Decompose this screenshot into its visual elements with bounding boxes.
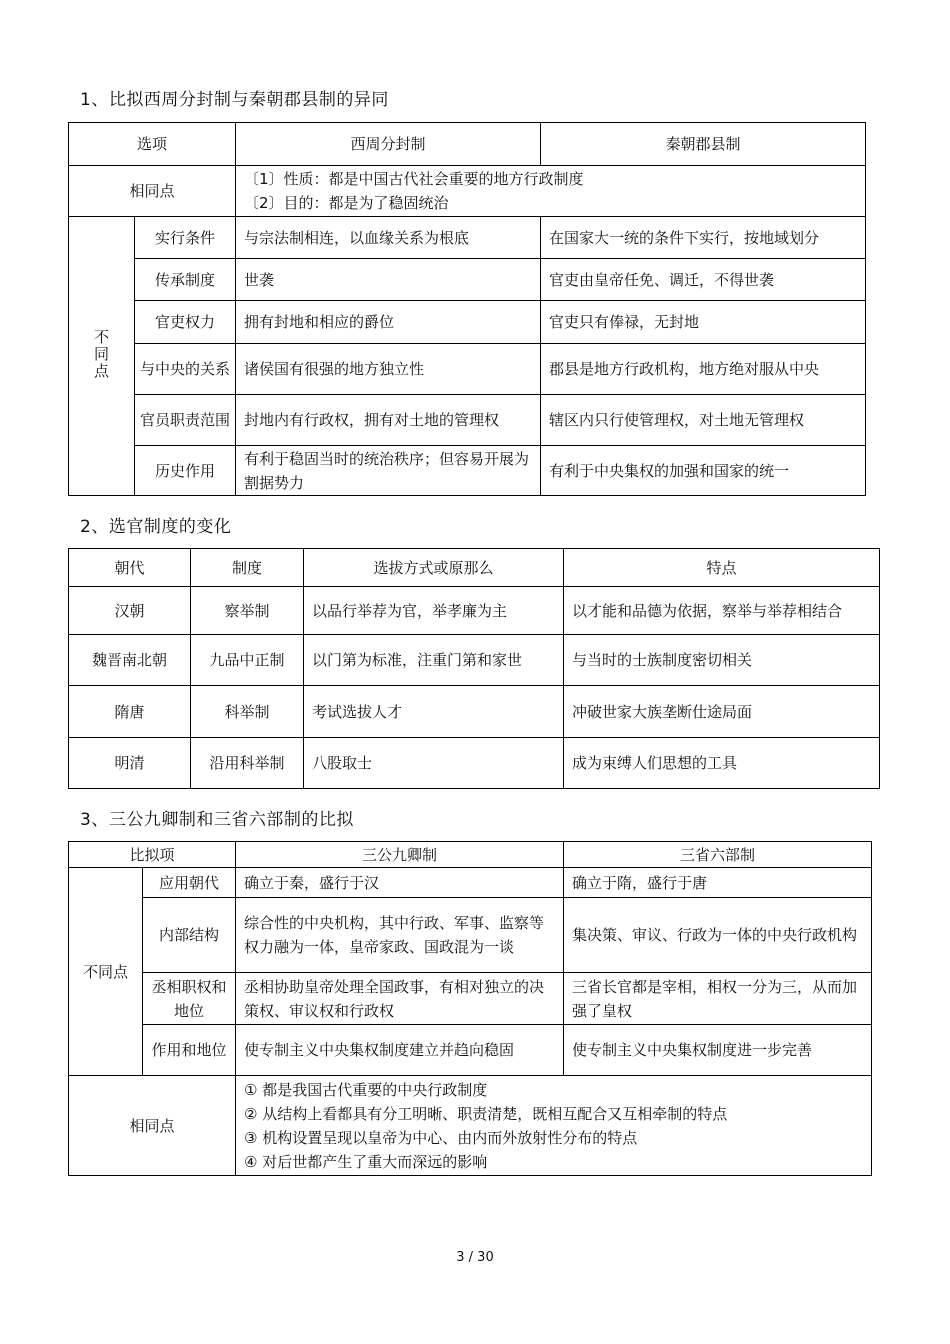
table-row	[69, 738, 880, 789]
feature-cell: 成为束缚人们思想的工具	[564, 738, 880, 789]
item-cell: 官员职责范围	[135, 395, 236, 446]
item-cell: 内部结构	[143, 898, 236, 973]
table-row	[69, 868, 872, 898]
same-points-content	[236, 1076, 872, 1176]
header-cell: 制度	[191, 549, 304, 587]
dynasty-cell: 汉朝	[69, 587, 191, 635]
junxian-cell: 辖区内只行使管理权，对土地无管理权	[541, 395, 866, 446]
table-header-row	[69, 842, 872, 868]
table-row	[69, 973, 872, 1025]
method-cell: 以品行举荐为官，举孝廉为主	[304, 587, 564, 635]
table-row	[69, 395, 866, 446]
sangong-cell: 确立于秦，盛行于汉	[236, 868, 564, 898]
method-cell: 以门第为标准，注重门第和家世	[304, 635, 564, 686]
sangong-cell: 丞相协助皇帝处理全国政事，有相对独立的决策权、审议权和行政权	[236, 973, 564, 1025]
system-cell: 九品中正制	[191, 635, 304, 686]
junxian-cell: 有利于中央集权的加强和国家的统一	[541, 446, 866, 496]
sansheng-cell: 使专制主义中央集权制度进一步完善	[564, 1025, 872, 1076]
same-point-line: ③ 机构设置呈现以皇帝为中心、由内而外放射性分布的特点	[244, 1128, 638, 1147]
junxian-cell: 官吏只有俸禄，无封地	[541, 301, 866, 344]
section1-heading: 1、比拟西周分封制与秦朝郡县制的异同	[80, 90, 389, 110]
table-row	[69, 1025, 872, 1076]
junxian-cell: 官吏由皇帝任免、调迁，不得世袭	[541, 259, 866, 301]
section2-heading: 2、选官制度的变化	[80, 517, 232, 537]
item-cell: 应用朝代	[143, 868, 236, 898]
central-system-table	[68, 841, 872, 1176]
fengjian-cell: 与宗法制相连，以血缘关系为根底	[236, 217, 541, 259]
fengjian-cell: 有利于稳固当时的统治秩序；但容易开展为割据势力	[236, 446, 541, 496]
section3-heading: 3、三公九卿制和三省六部制的比拟	[80, 810, 354, 830]
same-point-line: ④ 对后世都产生了重大而深远的影响	[244, 1152, 488, 1171]
header-cell: 三省六部制	[564, 842, 872, 868]
system-cell: 察举制	[191, 587, 304, 635]
feature-cell: 与当时的士族制度密切相关	[564, 635, 880, 686]
header-cell: 三公九卿制	[236, 842, 564, 868]
item-cell: 历史作用	[135, 446, 236, 496]
table-row	[69, 446, 866, 496]
sansheng-cell: 集决策、审议、行政为一体的中央行政机构	[564, 898, 872, 973]
table-header-row	[69, 123, 866, 166]
same-points-label: 相同点	[69, 166, 236, 217]
header-cell: 秦朝郡县制	[541, 123, 866, 166]
item-cell: 丞相职权和地位	[143, 973, 236, 1025]
fengjian-cell: 世袭	[236, 259, 541, 301]
header-cell: 选拔方式或原那么	[304, 549, 564, 587]
junxian-cell: 在国家大一统的条件下实行，按地域划分	[541, 217, 866, 259]
system-cell: 科举制	[191, 686, 304, 738]
same-point-line: ① 都是我国古代重要的中央行政制度	[244, 1080, 488, 1099]
item-cell: 作用和地位	[143, 1025, 236, 1076]
dynasty-cell: 隋唐	[69, 686, 191, 738]
item-cell: 传承制度	[135, 259, 236, 301]
header-cell: 朝代	[69, 549, 191, 587]
method-cell: 考试选拔人才	[304, 686, 564, 738]
fengjian-cell: 封地内有行政权，拥有对土地的管理权	[236, 395, 541, 446]
dynasty-cell: 魏晋南北朝	[69, 635, 191, 686]
feature-cell: 以才能和品德为依据，察举与举荐相结合	[564, 587, 880, 635]
table-row	[69, 301, 866, 344]
table-row	[69, 686, 880, 738]
header-cell: 比拟项	[69, 842, 236, 868]
table-row	[69, 259, 866, 301]
same-points-content	[236, 166, 866, 217]
junxian-cell: 郡县是地方行政机构，地方绝对服从中央	[541, 344, 866, 395]
table-row	[69, 217, 866, 259]
system-cell: 沿用科举制	[191, 738, 304, 789]
same-points-label: 相同点	[69, 1076, 236, 1176]
item-cell: 实行条件	[135, 217, 236, 259]
table-header-row	[69, 549, 880, 587]
header-cell: 特点	[564, 549, 880, 587]
sangong-cell: 使专制主义中央集权制度建立并趋向稳固	[236, 1025, 564, 1076]
same-points-row	[69, 166, 866, 217]
official-selection-table	[68, 548, 880, 789]
method-cell: 八股取士	[304, 738, 564, 789]
header-cell: 西周分封制	[236, 123, 541, 166]
table-row	[69, 344, 866, 395]
same-point-line: ② 从结构上看都具有分工明晰、职责清楚，既相互配合又互相牵制的特点	[244, 1104, 728, 1123]
sansheng-cell: 三省长官都是宰相，相权一分为三，从而加强了皇权	[564, 973, 872, 1025]
item-cell: 与中央的关系	[135, 344, 236, 395]
same-point-line: 〔2〕目的：都是为了稳固统治	[244, 194, 449, 212]
table-row	[69, 587, 880, 635]
header-cell: 选项	[69, 123, 236, 166]
diff-points-label: 不同点	[69, 868, 143, 1076]
table-row	[69, 898, 872, 973]
fengjian-junxian-table	[68, 122, 866, 496]
diff-points-label: 不同点	[69, 217, 135, 496]
sangong-cell: 综合性的中央机构，其中行政、军事、监察等权力融为一体，皇帝家政、国政混为一谈	[236, 898, 564, 973]
same-points-row	[69, 1076, 872, 1176]
sansheng-cell: 确立于隋，盛行于唐	[564, 868, 872, 898]
dynasty-cell: 明清	[69, 738, 191, 789]
fengjian-cell: 拥有封地和相应的爵位	[236, 301, 541, 344]
fengjian-cell: 诸侯国有很强的地方独立性	[236, 344, 541, 395]
table-row	[69, 635, 880, 686]
feature-cell: 冲破世家大族垄断仕途局面	[564, 686, 880, 738]
same-point-line: 〔1〕性质：都是中国古代社会重要的地方行政制度	[244, 170, 584, 188]
page-number: 3 / 30	[456, 1250, 494, 1265]
item-cell: 官吏权力	[135, 301, 236, 344]
